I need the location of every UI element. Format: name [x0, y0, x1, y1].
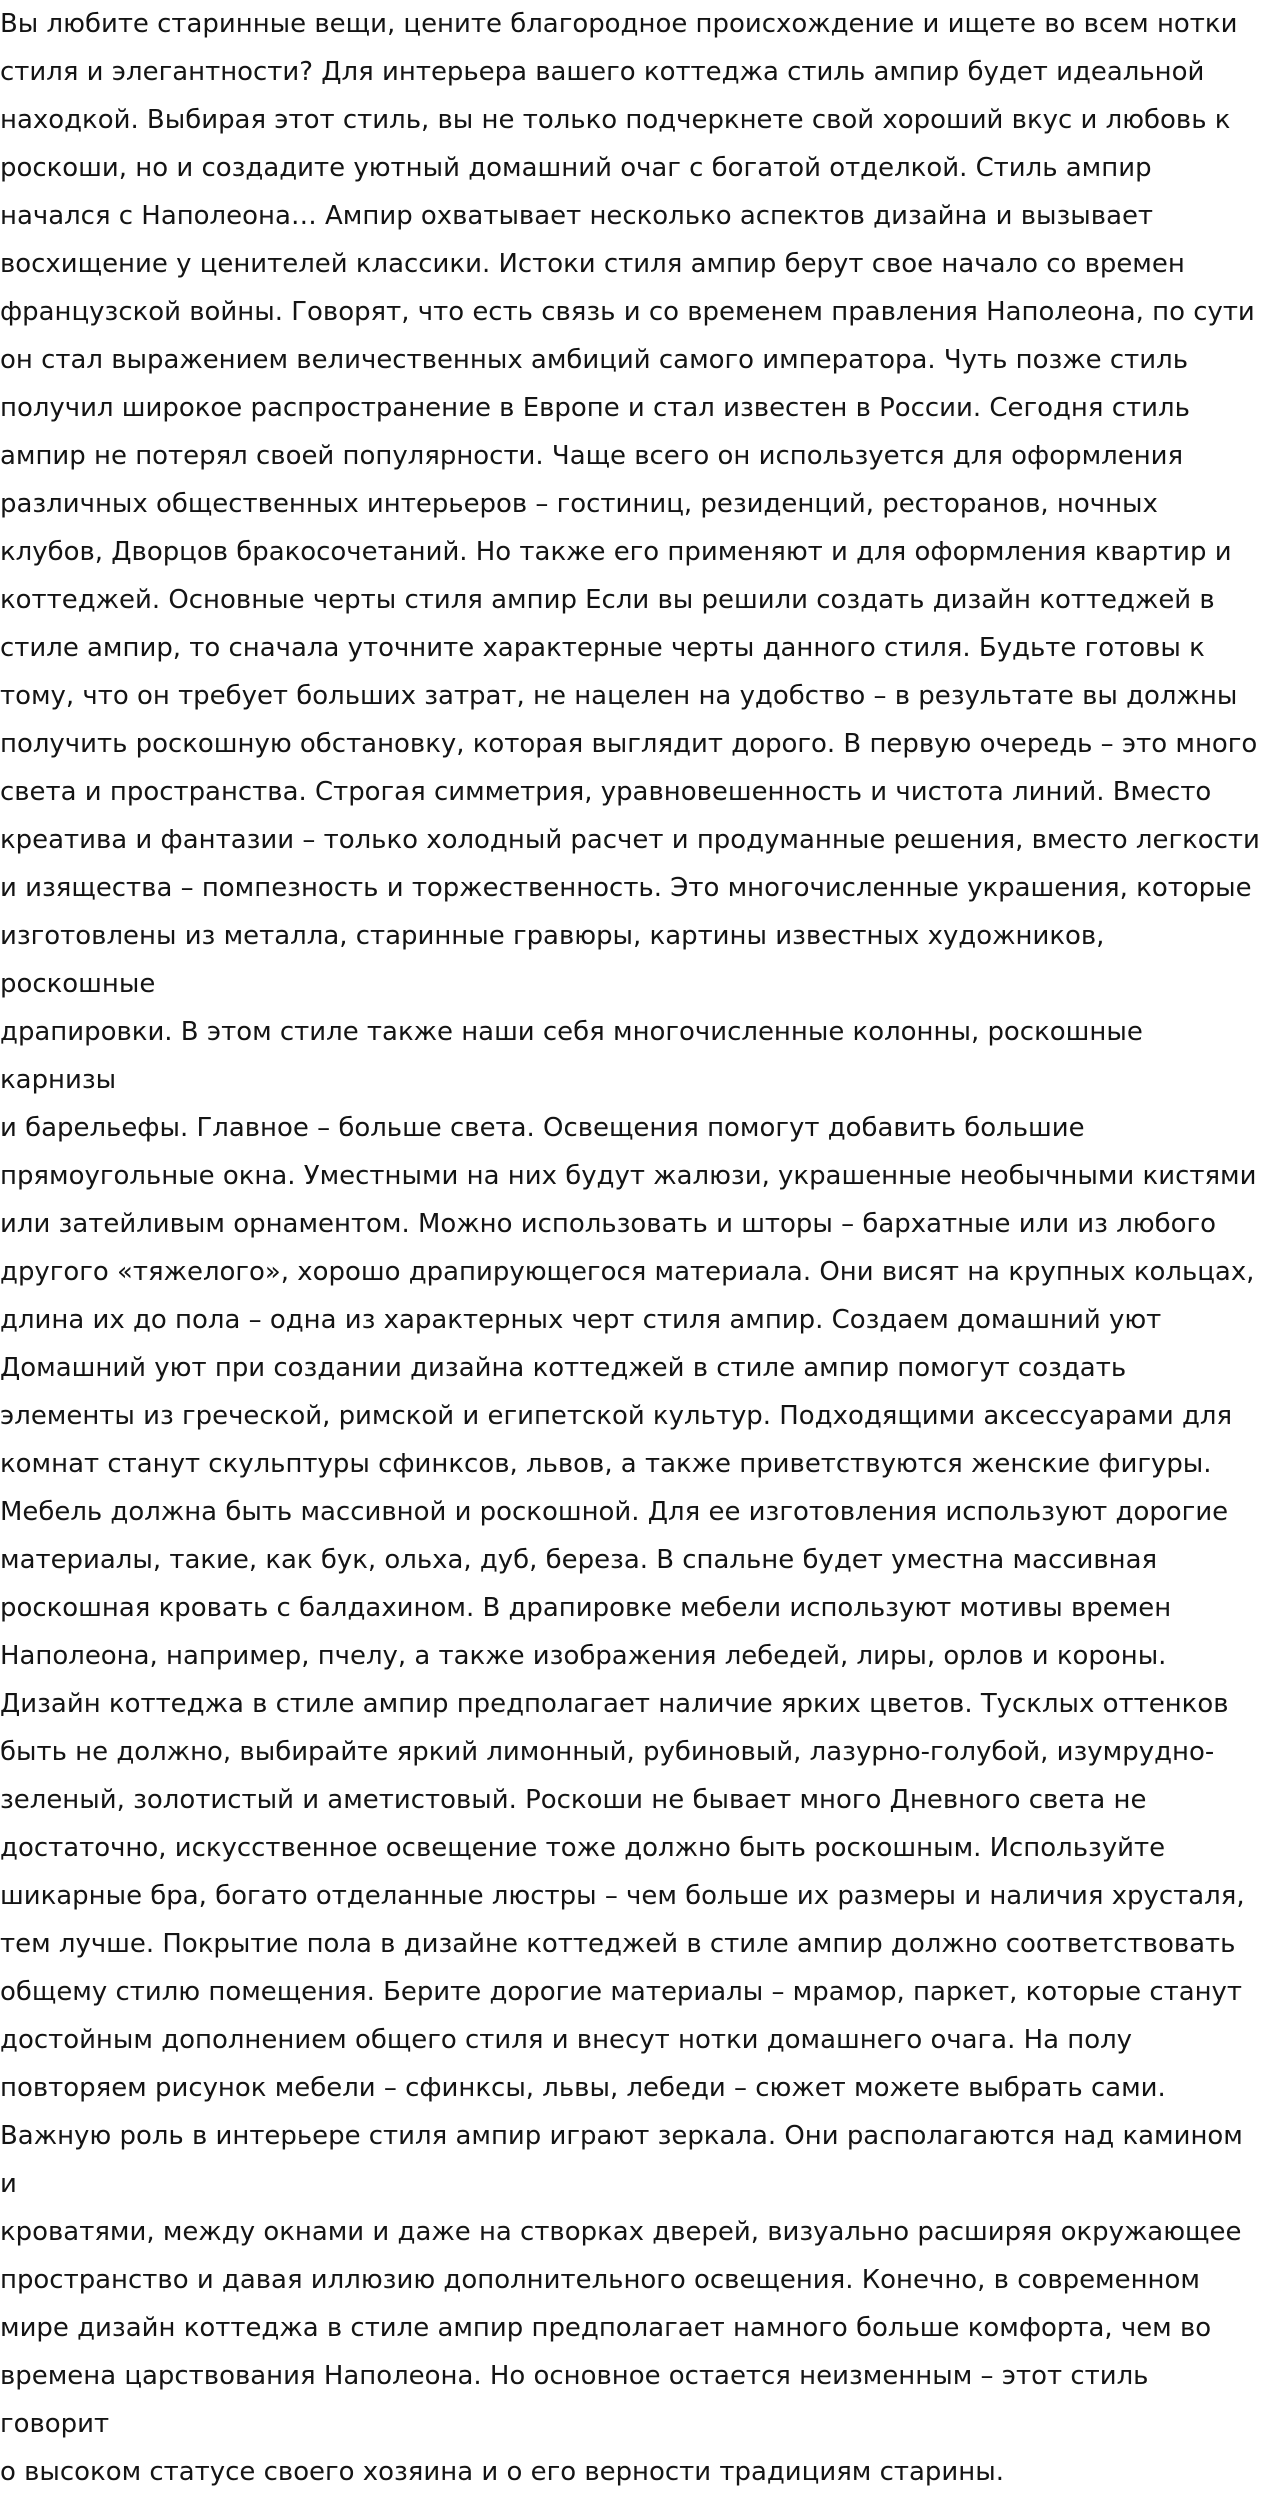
article-text: Вы любите старинные вещи, цените благородное происхождение и ищете во всем нотки стиля и элегантности? Для интерьера вашего коттеджа стиль ампир будет идеальной находкой. Выбирая этот стиль, вы не только подчеркнете свой хороший вкус и любовь к роскоши, но и создадите уютный домашний очаг с богатой отделкой. Стиль ампир начался с Наполеона… Ампир охватывает несколько аспектов дизайна и вызывает восхищение у ценителей классики. Истоки стиля ампир берут свое начало со времен французской войны. Говорят, что есть связь и со временем правления Наполеона, по сути он стал выражением величественных амбиций самого императора. Чуть позже стиль получил широкое распространение в Европе и стал известен в России. Сегодня стиль ампир не потерял своей популярности. Чаще всего он используется для оформления различных общественных интерьеров – гостиниц, резиденций, ресторанов, ночных клубов, Дворцов бракосочетаний. Но также его применяют и для оформления квартир и коттеджей. Основные черты стиля ампир Если вы решили создать дизайн коттеджей в стиле ампир, то сначала уточните характерные черты данного стиля. Будьте готовы к тому, что он требует больших затрат, не нацелен на удобство – в результате вы должны получить роскошную обстановку, которая выглядит дорого. В первую очередь – это много света и пространства. Строгая симметрия, уравновешенность и чистота линий. Вместо креатива и фантазии – только холодный расчет и продуманные решения, вместо легкости и изящества – помпезность и торжественность. Это многочисленные украшения, которые изготовлены из металла, старинные гравюры, картины известных художников, роскошные драпировки. В этом стиле также наши себя многочисленные колонны, роскошные карнизы и барельефы. Главное – больше света. Освещения помогут добавить большие прямоугольные окна. Уместными на них будут жалюзи, украшенные необычными кистями или затейливым орнаментом. Можно использовать и шторы – бархатные или из любого другого «тяжелого», хорошо драпирующегося материала. Они висят на крупных кольцах, длина их до пола – одна из характерных черт стиля ампир. Создаем домашний уют Домашний уют при создании дизайна коттеджей в стиле ампир помогут создать элементы из греческой, римской и египетской культур. Подходящими аксессуарами для комнат станут скульптуры сфинксов, львов, а также приветствуются женские фигуры. Мебель должна быть массивной и роскошной. Для ее изготовления используют дорогие материалы, такие, как бук, ольха, дуб, береза. В спальне будет уместна массивная роскошная кровать с балдахином. В драпировке мебели используют мотивы времен Наполеона, например, пчелу, а также изображения лебедей, лиры, орлов и короны. Дизайн коттеджа в стиле ампир предполагает наличие ярких цветов. Тусклых оттенков быть не должно, выбирайте яркий лимонный, рубиновый, лазурно-голубой, изумрудно- зеленый, золотистый и аметистовый. Роскоши не бывает много Дневного света не достаточно, искусственное освещение тоже должно быть роскошным. Используйте шикарные бра, богато отделанные люстры – чем больше их размеры и наличия хрусталя, тем лучше. Покрытие пола в дизайне коттеджей в стиле ампир должно соответствовать общему стилю помещения. Берите дорогие материалы – мрамор, паркет, которые станут достойным дополнением общего стиля и внесут нотки домашнего очага. На полу повторяем рисунок мебели – сфинксы, львы, лебеди – сюжет можете выбрать сами. Важную роль в интерьере стиля ампир играют зеркала. Они располагаются над камином и кроватями, между окнами и даже на створках дверей, визуально расширяя окружающее пространство и давая иллюзию дополнительного освещения. Конечно, в современном мире дизайн коттеджа в стиле ампир предполагает намного больше комфорта, чем во времена царствования Наполеона. Но основное остается неизменным – этот стиль говорит о высоком статусе своего хозяина и о его верности традициям старины. — [0, 9, 1260, 2487]
